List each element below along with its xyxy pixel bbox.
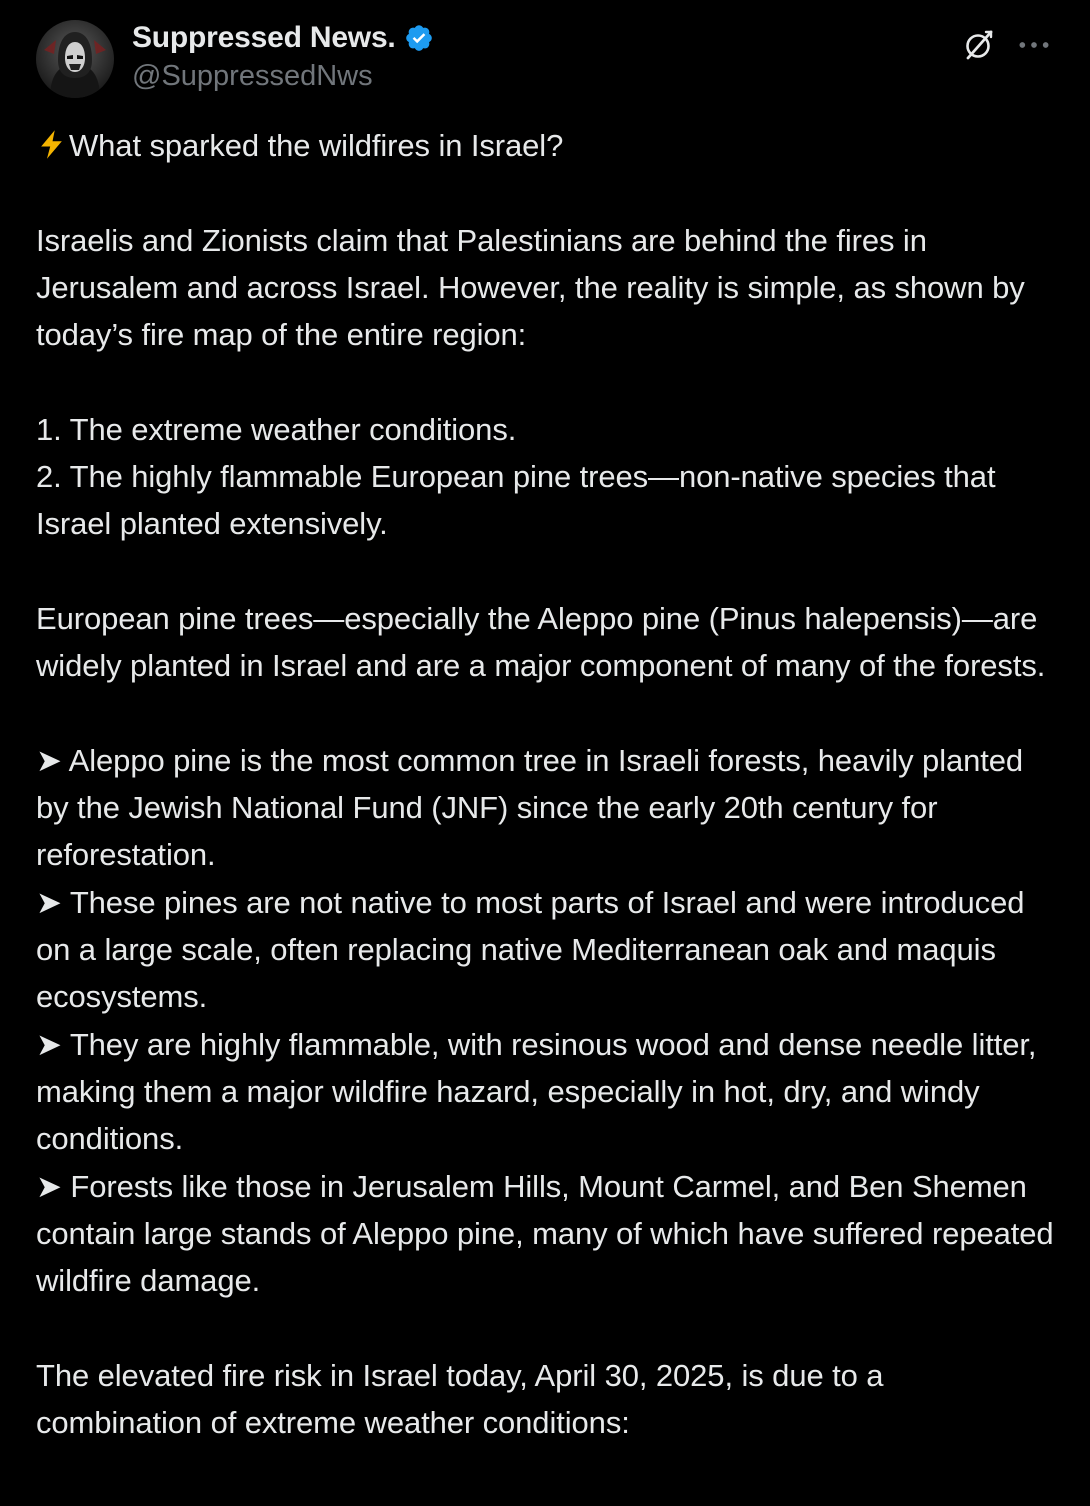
bullet-item: ➤ They are highly flammable, with resinous wood and dense needle litter, making them a major wildfire hazard, especially in hot, dry, and windy conditions. (36, 1026, 1045, 1157)
post-actions (962, 28, 1054, 62)
bullet-item: ➤ These pines are not native to most parts of Israel and were introduced on a large scale, often replacing native Mediterranean oak and maquis ecosystems. (36, 884, 1033, 1015)
list-item: 2. The highly flammable European pine trees—non-native species that Israel planted extensively. (36, 459, 1004, 542)
more-dots-icon[interactable] (1014, 28, 1054, 62)
display-name[interactable]: Suppressed News. (132, 21, 396, 54)
intro-paragraph: Israelis and Zionists claim that Palestinians are behind the fires in Jerusalem and across Israel. However, the reality is simple, as shown by today’s fire map of the entire region: (36, 222, 1034, 353)
numbered-list (36, 406, 1054, 548)
bullet-list (36, 737, 1063, 1305)
hooded-figure-avatar-icon (36, 20, 114, 98)
bullet-item: ➤ Aleppo pine is the most common tree in Israeli forests, heavily planted by the Jewish National Fund (JNF) since the early 20th century for reforestation. (36, 742, 1032, 873)
author-names (132, 18, 434, 93)
lightning-bolt-icon (36, 126, 67, 157)
headline-text: What sparked the wildfires in Israel? (69, 128, 564, 163)
closing-paragraph: The elevated fire risk in Israel today, April 30, 2025, is due to a combination of extreme weather conditions: (36, 1357, 892, 1441)
avatar[interactable] (36, 20, 114, 98)
post-header (36, 18, 1054, 106)
post-headline (36, 122, 1054, 169)
author-handle[interactable]: @SuppressedNws (132, 60, 373, 92)
list-item: 1. The extreme weather conditions. (36, 411, 517, 447)
grok-icon[interactable] (962, 28, 996, 62)
bullet-item: ➤ Forests like those in Jerusalem Hills, Mount Carmel, and Ben Shemen contain large stands of Aleppo pine, many of which have suffered repeated wildfire damage. (36, 1168, 1063, 1299)
post-body (36, 122, 1063, 1446)
pine-paragraph: European pine trees—especially the Aleppo pine (Pinus halepensis)—are widely planted in Israel and are a major component of many of the forests. (36, 600, 1046, 684)
verified-badge-icon (404, 23, 434, 53)
display-name-row (132, 18, 434, 58)
